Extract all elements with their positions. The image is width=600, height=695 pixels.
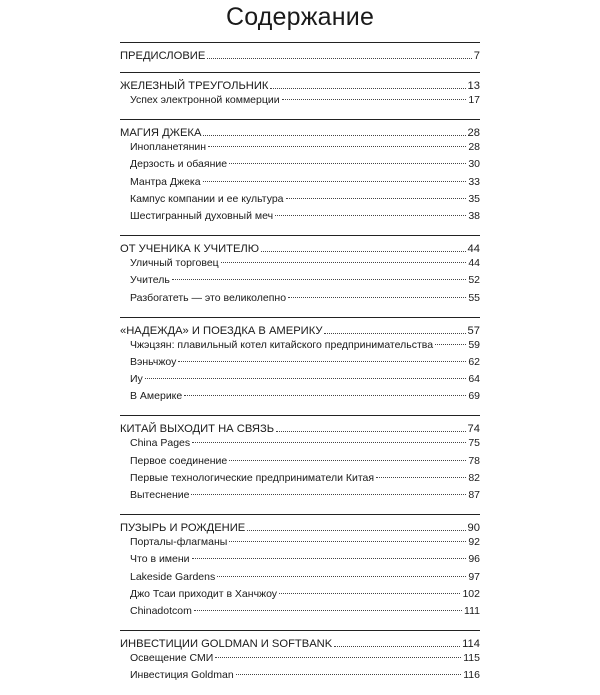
- toc-entry-page-number: 28: [468, 141, 480, 154]
- dot-leader: [184, 395, 466, 396]
- toc-entry-label: Шестигранный духовный меч: [130, 209, 274, 222]
- toc-entry[interactable]: [120, 193, 480, 210]
- toc-entry-label: Инопланетянин: [130, 141, 207, 154]
- dot-leader: [208, 146, 466, 147]
- toc-entry-page-number: 87: [468, 489, 480, 501]
- toc-entry-label: Дерзость и обаяние: [130, 158, 228, 171]
- dot-leader: [376, 477, 466, 478]
- toc-section: [120, 630, 480, 686]
- dot-leader: [203, 181, 467, 182]
- toc-chapter[interactable]: [120, 416, 480, 437]
- toc-entry[interactable]: [120, 210, 480, 227]
- dot-leader: [229, 541, 466, 542]
- toc-entry[interactable]: [120, 605, 480, 622]
- toc-entry-label: Учитель: [130, 274, 170, 287]
- toc-entry-label: Разбогатеть — это великолепно: [130, 291, 287, 304]
- toc-entry-page-number: 75: [468, 437, 480, 450]
- toc-entry-page-number: 102: [462, 587, 480, 600]
- dot-leader: [203, 135, 465, 136]
- toc-entry-page-number: 55: [468, 291, 480, 304]
- dot-leader: [192, 442, 466, 443]
- dot-leader: [288, 297, 466, 298]
- toc-entry-label: Мантра Джека: [130, 175, 201, 188]
- toc-entry[interactable]: [120, 373, 480, 390]
- dot-leader: [334, 646, 460, 647]
- dot-leader: [217, 576, 466, 577]
- toc-entry-page-number: 17: [468, 94, 480, 106]
- dot-leader: [279, 593, 460, 594]
- toc-entry-page-number: 35: [468, 192, 480, 205]
- dot-leader: [275, 215, 466, 216]
- toc-entry-label: China Pages: [130, 437, 191, 450]
- toc-entry-label: Успех электронной коммерции: [130, 94, 280, 106]
- toc-entry[interactable]: [120, 274, 480, 291]
- toc-section: [120, 72, 480, 111]
- toc-entry-page-number: 115: [463, 652, 480, 665]
- toc-entry-label: Кампус компании и ее культура: [130, 192, 284, 205]
- toc-chapter-label: ОТ УЧЕНИКА К УЧИТЕЛЮ: [120, 243, 260, 256]
- toc-entry[interactable]: [120, 356, 480, 373]
- toc-chapter[interactable]: [120, 631, 480, 652]
- toc-section: [120, 119, 480, 227]
- toc-entry[interactable]: [120, 176, 480, 193]
- toc-entry[interactable]: [120, 455, 480, 472]
- toc-entry[interactable]: [120, 257, 480, 274]
- toc-entry-page-number: 116: [463, 669, 480, 682]
- toc-chapter[interactable]: [120, 120, 480, 141]
- toc-entry-label: Первое соединение: [130, 454, 228, 467]
- toc-section: [120, 42, 480, 64]
- dot-leader: [221, 262, 467, 263]
- toc-entry-label: Уличный торговец: [130, 257, 219, 270]
- dot-leader: [145, 378, 467, 379]
- dot-leader: [435, 344, 466, 345]
- toc-chapter-page-number: 44: [467, 243, 480, 256]
- dot-leader: [261, 251, 466, 252]
- toc-entry-label: Порталы-флагманы: [130, 536, 228, 549]
- toc-entry-page-number: 33: [468, 175, 480, 188]
- toc-entry-page-number: 52: [468, 274, 480, 287]
- toc-entry-label: Иу: [130, 373, 143, 386]
- toc-chapter-page-number: 57: [467, 324, 480, 337]
- dot-leader: [229, 163, 466, 164]
- dot-leader: [172, 279, 467, 280]
- table-of-contents: [120, 42, 480, 695]
- toc-entry-page-number: 111: [464, 604, 480, 617]
- toc-entry[interactable]: [120, 472, 480, 489]
- dot-leader: [178, 361, 466, 362]
- toc-entry-label: Вэньчжоу: [130, 355, 177, 368]
- toc-chapter-label: МАГИЯ ДЖЕКА: [120, 127, 202, 140]
- toc-entry[interactable]: [120, 553, 480, 570]
- toc-chapter-page-number: 28: [467, 127, 480, 140]
- toc-entry-page-number: 97: [468, 570, 480, 583]
- toc-entry-label: Что в имени: [130, 553, 190, 566]
- toc-entry-page-number: 30: [468, 158, 480, 171]
- toc-entry[interactable]: [120, 158, 480, 175]
- dot-leader: [282, 99, 467, 100]
- toc-chapter[interactable]: [120, 73, 480, 94]
- toc-entry[interactable]: [120, 489, 480, 506]
- toc-entry-label: Чжэцзян: плавильный котел китайского предпринимательства: [130, 338, 434, 351]
- toc-entry-label: Первые технологические предприниматели Китая: [130, 471, 375, 484]
- dot-leader: [229, 460, 466, 461]
- toc-section: [120, 514, 480, 622]
- dot-leader: [324, 333, 465, 334]
- dot-leader: [270, 88, 465, 89]
- toc-chapter-page-number: 7: [473, 50, 480, 62]
- toc-entry[interactable]: [120, 652, 480, 669]
- toc-entry[interactable]: [120, 588, 480, 605]
- toc-entry[interactable]: [120, 571, 480, 588]
- dot-leader: [215, 657, 461, 658]
- toc-entry-page-number: 62: [468, 355, 480, 368]
- toc-entry-page-number: 92: [468, 536, 480, 549]
- toc-entry-page-number: 59: [468, 338, 480, 351]
- dot-leader: [236, 674, 462, 675]
- toc-section: [120, 317, 480, 408]
- dot-leader: [194, 610, 462, 611]
- toc-chapter[interactable]: [120, 43, 480, 64]
- toc-entry-page-number: 44: [468, 257, 480, 270]
- toc-entry-page-number: 82: [468, 471, 480, 484]
- toc-chapter-label: «НАДЕЖДА» И ПОЕЗДКА В АМЕРИКУ: [120, 324, 323, 337]
- dot-leader: [207, 58, 471, 59]
- toc-chapter[interactable]: [120, 236, 480, 257]
- dot-leader: [276, 431, 465, 432]
- toc-chapter-label: КИТАЙ ВЫХОДИТ НА СВЯЗЬ: [120, 423, 275, 436]
- toc-entry-label: Инвестиция Goldman: [130, 669, 234, 682]
- toc-chapter-label: ПУЗЫРЬ И РОЖДЕНИЕ: [120, 522, 246, 535]
- page-title: Содержание: [225, 3, 375, 31]
- toc-entry-label: Chinadotcom: [130, 604, 192, 617]
- toc-entry[interactable]: [120, 390, 480, 407]
- toc-entry[interactable]: [120, 339, 480, 356]
- toc-entry-page-number: 78: [468, 454, 480, 467]
- dot-leader: [247, 530, 465, 531]
- toc-section: [120, 235, 480, 309]
- toc-entry-label: Lakeside Gardens: [130, 570, 216, 583]
- toc-chapter-page-number: 114: [462, 638, 480, 651]
- toc-chapter[interactable]: [120, 318, 480, 339]
- toc-entry[interactable]: [120, 94, 480, 111]
- toc-chapter-page-number: 90: [467, 522, 480, 535]
- toc-chapter-label: ПРЕДИСЛОВИЕ: [120, 50, 206, 62]
- toc-chapter[interactable]: [120, 515, 480, 536]
- toc-entry-page-number: 64: [468, 373, 480, 386]
- toc-chapter-label: ЖЕЛЕЗНЫЙ ТРЕУГОЛЬНИК: [120, 80, 269, 92]
- toc-entry[interactable]: [120, 536, 480, 553]
- dot-leader: [192, 558, 467, 559]
- toc-entry-page-number: 38: [468, 209, 480, 222]
- toc-entry-label: Вытеснение: [130, 489, 190, 501]
- toc-entry-label: Освещение СМИ: [130, 652, 214, 665]
- toc-entry[interactable]: [120, 292, 480, 309]
- toc-entry-label: Джо Тсаи приходит в Ханчжоу: [130, 587, 278, 600]
- dot-leader: [286, 198, 467, 199]
- toc-entry-label: В Америке: [130, 390, 183, 403]
- dot-leader: [191, 494, 466, 495]
- toc-entry[interactable]: [120, 437, 480, 454]
- toc-entry-page-number: 69: [468, 390, 480, 403]
- toc-chapter-page-number: 74: [467, 423, 480, 436]
- toc-entry[interactable]: [120, 141, 480, 158]
- toc-entry-page-number: 96: [468, 553, 480, 566]
- toc-chapter-label: ИНВЕСТИЦИИ GOLDMAN И SOFTBANK: [120, 638, 333, 651]
- toc-chapter-page-number: 13: [467, 80, 480, 92]
- toc-entry[interactable]: [120, 669, 480, 686]
- toc-section: [120, 415, 480, 506]
